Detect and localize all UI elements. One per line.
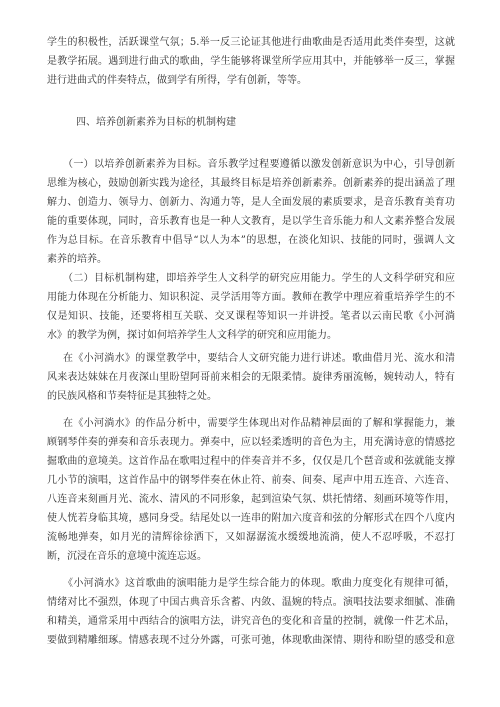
- p1-line-6: 素养的培养。: [47, 254, 107, 265]
- intro-line-1: 学生的积极性，活跃课堂气氛；5.举一反三论证其他进行曲歌曲是否适用此类伴奏型，这就: [47, 37, 455, 48]
- p2-line-2: 用能力体现在分析能力、知识积淀、灵学活用等方面。教师在教学中理应着重培养学生的不: [47, 292, 455, 303]
- p5-line-4: 要做到精雕细琢。情感表现不过分外露，可张可弛，体现歌曲深情、期待和盼望的感受和意: [47, 635, 455, 646]
- p1-line-4: 能的重要体现，同时，音乐教育也是一种人文教育，是以学生音乐能力和人文素养整合发展: [47, 216, 455, 227]
- intro-line-2: 是教学拓展。遇到进行曲式的歌曲，学生能够将课堂所学应用其中，并能够举一反三，掌握: [47, 56, 455, 67]
- p1-line-5: 作为总目标。在音乐教育中倡导“以人为本”的思想，在淡化知识、技能的同时，强调人文: [47, 235, 455, 246]
- p4-line-6: 使人恍若身临其境，感同身受。结尾处以一连串的附加六度音和弦的分解形式在四个八度内: [47, 513, 455, 524]
- p3-line-2: 风来表达妹妹在月夜深山里盼望阿哥前来相会的无限柔情。旋律秀丽流畅，婉转动人，特有: [47, 372, 455, 383]
- p4-line-3: 掘歌曲的意境美。这首作品在歌唱过程中的伴奏音并不多，仅仅是几个琶音或和弦就能支撑: [47, 456, 455, 467]
- p4-line-4: 几小节的演唱，这首作品中的钢琴伴奏在休止符、前奏、间奏、尾声中用五连音、六连音、: [47, 475, 455, 486]
- p4-line-7: 流畅地弹奏，如月光的清辉徐徐洒下，又如潺潺流水缓缓地流淌，使人不忍呼吸，不忍打: [47, 532, 455, 543]
- p4-line-1: 在《小河淌水》的作品分析中，需要学生体现出对作品精神层面的了解和掌握能力，兼: [63, 418, 455, 429]
- p4-line-2: 顾钢琴伴奏的弹奏和音乐表现力。弹奏中，应以轻柔透明的音色为主，用充满诗意的情感挖: [47, 437, 455, 448]
- intro-line-3: 进行进曲式的伴奏特点，做到学有所得，学有创新，等等。: [47, 75, 307, 86]
- p5-line-1: 《小河淌水》这首歌曲的演唱能力是学生综合能力的体现。歌曲力度变化有规律可循，: [63, 578, 455, 589]
- p2-line-3: 仅是知识、技能，还要将相互关联、交叉课程等知识一并讲授。笔者以云南民歌《小河淌: [47, 311, 455, 322]
- p5-line-2: 情绪对比不强烈，体现了中国古典音乐含蓄、内敛、温婉的特点。演唱技法要求细腻、准确: [47, 597, 455, 608]
- p5-line-3: 和精美，通常采用中西结合的演唱方法，讲究音色的变化和音量的控制，就像一件艺术品，: [47, 616, 455, 627]
- p2-line-1: （二）目标机制构建，即培养学生人文科学的研究应用能力。学生的人文科学研究和应: [63, 273, 455, 284]
- p1-line-3: 解力、创造力、领导力、创新力、沟通力等，是人全面发展的素质要求，是音乐教育美育功: [47, 197, 455, 208]
- p2-line-4: 水》的教学为例，探讨如何培养学生人文科学的研究和应用能力。: [47, 330, 337, 341]
- section-heading: 四、培养创新素养为目标的机制构建: [76, 117, 236, 128]
- p4-line-8: 断，沉浸在音乐的意境中流连忘返。: [47, 551, 207, 562]
- p3-line-3: 的民族风格和节奏特征是其独特之处。: [47, 391, 217, 402]
- p1-line-2: 思维为核心，鼓励创新实践为途径，其最终目标是培养创新素养。创新素养的提出涵盖了理: [47, 178, 455, 189]
- p3-line-1: 在《小河淌水》的课堂教学中，要结合人文研究能力进行讲述。歌曲借月光、流水和清: [63, 353, 455, 364]
- p1-line-1: （一）以培养创新素养为目标。音乐教学过程要遵循以激发创新意识为中心，引导创新: [63, 159, 455, 170]
- p4-line-5: 八连音来刻画月光、流水、清风的不同形象，起到渲染气氛、烘托情绪、刻画环境等作用，: [47, 494, 455, 505]
